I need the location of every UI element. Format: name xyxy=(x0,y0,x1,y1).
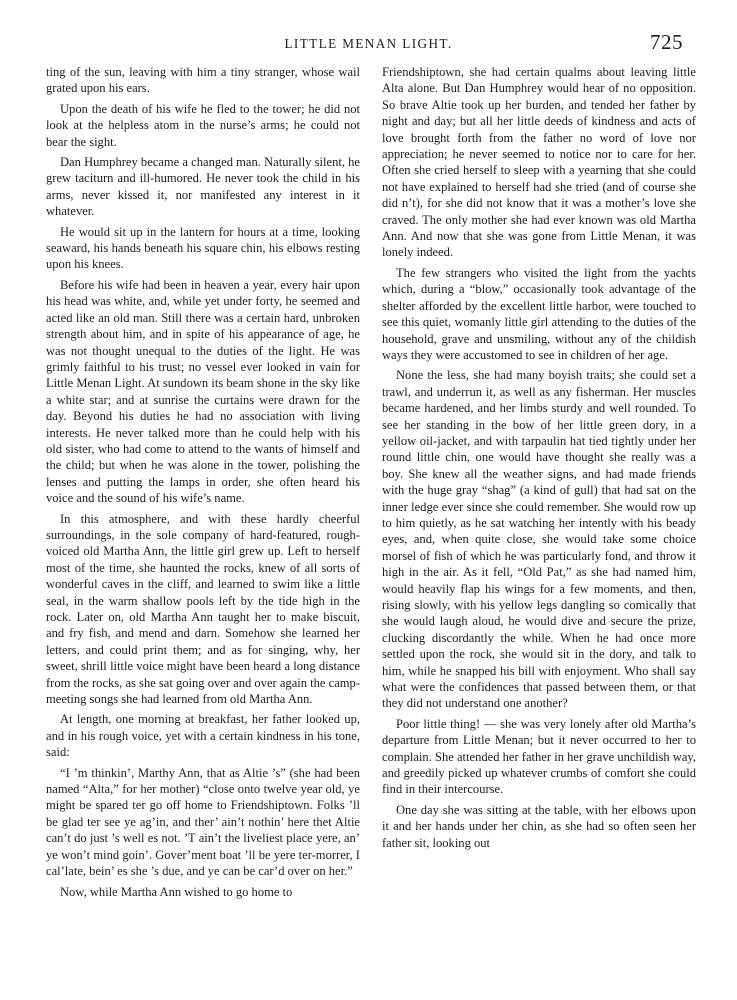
paragraph: In this atmosphere, and with these hardly cheerful surroundings, in the sole company of hard-featured, rough-voiced old Martha Ann, the little girl grew up. Left to herself most of the time, she haunted the rocks, knew of all sorts of wonderful caves in the cliff, and learned to swim like a little seal, in the warm shallow pools left by the tide high in the rock. Later on, old Martha Ann taught her to make biscuit, and fry fish, and mend and darn. Somehow she learned her letters, and could print them; and as for singing, why, her sweet, shrill little voice might have been heard a long distance from the rocks, as she sat going over and over again the camp-meeting songs she had learned from old Martha Ann. xyxy=(46,511,360,707)
page-number: 725 xyxy=(650,30,683,54)
paragraph: At length, one morning at breakfast, her father looked up, and in his rough voice, yet with a certain kindness in his tone, said: xyxy=(46,712,360,760)
paragraph: ting of the sun, leaving with him a tiny stranger, whose wail grated upon his ears. xyxy=(46,65,360,96)
paragraph: Upon the death of his wife he fled to the tower; he did not look at the helpless atom in the nurse’s arms; he could not bear the sight. xyxy=(46,101,360,149)
running-title: LITTLE MENAN LIGHT. xyxy=(284,36,453,51)
paragraph: The few strangers who visited the light from the yachts which, during a “blow,” occasionally took advantage of the shelter afforded by the excellent little harbor, were touched to see this quiet, womanly little girl attending to the duties of the household, grave and unsmiling, without any of the childish ways they were accustomed to see in children of her age. xyxy=(382,265,696,362)
paragraph: One day she was sitting at the table, with her elbows upon it and her hands under her chin, as she had so often seen her father sit, looking out xyxy=(382,802,696,850)
paragraph: Dan Humphrey became a changed man. Naturally silent, he grew taciturn and ill-humored. He never took the child in his arms, never kissed it, nor manifested any interest in it whatever. xyxy=(46,155,360,219)
paragraph: Before his wife had been in heaven a year, every hair upon his head was white, and, while yet under forty, he seemed and acted like an old man. Still there was a certain hard, unbroken strength about him, and in spite of his appearance of age, he was not thought unequal to the duties of the light. He was grimly faithful to his trust; no vessel ever looked in vain for Little Menan Light. At sundown its beam shone in the sky like a white star; and at sunrise the curtains were drawn for the day. Beyond his duties he had no association with living interests. He never talked more than he could help with his old sister, who had come to attend to the wants of himself and the child; but when he was alone in the tower, polishing the lenses and putting the lamps in order, she often heard his voice and the sound of his wife’s name. xyxy=(46,277,360,506)
page-header xyxy=(30,30,707,60)
left-column xyxy=(46,64,360,1000)
text-columns xyxy=(46,64,696,1000)
paragraph: He would sit up in the lantern for hours at a time, looking seaward, his hands beneath his square chin, his elbows resting upon his knees. xyxy=(46,224,360,272)
paragraph: “I ’m thinkin’, Marthy Ann, that as Altie ’s” (she had been named “Alta,” for her mother) “close onto twelve year old, ye might be spared ter go off home to Friendshiptown. Folks ’ll be glad ter see ye ag’in, and ther’ ain’t nothin’ here thet Altie can’t do just ’s well es not. ’T ain’t the liveliest place yere, an’ ye won’t mind goin’. Gover’ment boat ’ll be yere ter-morrer, I cal’late, bein’ es she ’s due, and ye can be car’d over on her.” xyxy=(46,765,360,879)
paragraph: Now, while Martha Ann wished to go home to xyxy=(60,884,293,899)
paragraph: Poor little thing! — she was very lonely after old Martha’s departure from Little Menan; but it never occurred to her to complain. She attended her father in her grave unchildish way, and greedily picked up whatever crumbs of comfort she could find in their intercourse. xyxy=(382,716,696,797)
paragraph: None the less, she had many boyish traits; she could set a trawl, and underrun it, as well as any fisherman. Her muscles became hardened, and her limbs sturdy and well rounded. To see her standing in the bow of her little green dory, in a yellow oil-jacket, and with tarpaulin hat tied tightly under her round little chin, one would have thought she really was a boy. She knew all the weather signs, and had made friends with the huge gray “shag” (a kind of gull) that had sat on the inner ledge ever since she could remember. She would row up to him quietly, as he sat watching her intently with his beady eyes, and, when quite close, she would take some choice morsel of fish of which he was particularly fond, and throw it high in the air. As it fell, “Old Pat,” as she had named him, would heavily flap his wings for a few moments, and then, rising slowly, with his yellow legs dangling so comically that she would laugh aloud, he would dive and secure the prize, clucking discordantly the while. When he had once more settled upon the rock, she would sit in the dory, and talk to him, while he snapped his bill with enjoyment. Who shall say what were the confidences that passed between them, or that they did not understand one another? xyxy=(382,368,696,711)
paragraph: Friendshiptown, she had certain qualms about leaving little Alta alone. But Dan Humphrey would hear of no opposition. So brave Altie took up her burden, and tended her father by night and day; but all her little deeds of kindness and acts of love brought forth from the father no word of love nor appreciation; he never seemed to notice nor to care for her. Often she cried herself to sleep with a yearning that she could not have explained to herself had she tried (and of course she did n’t), for she did not know that it was a mother’s love she craved. The only mother she had ever known was old Martha Ann. And now that she was gone from Little Menan, it was lonely indeed. xyxy=(382,65,696,260)
right-column xyxy=(382,64,696,1000)
